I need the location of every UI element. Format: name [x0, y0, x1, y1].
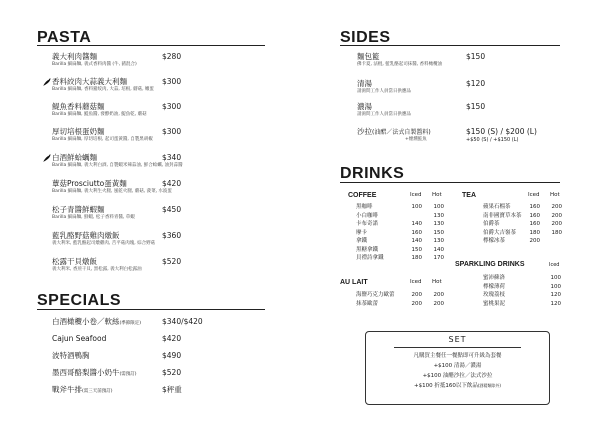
sides-item-price: $150 [466, 52, 486, 61]
tea-iced-header: Iced [528, 192, 540, 198]
pasta-title: PASTA [37, 29, 92, 46]
drink-name: 蘋果石榴茶 [483, 204, 511, 210]
pasta-item-desc: Barilla 細扁麵, 鯷魚醬, 發酵奶油, 鯷魚乾, 蘑菇 [52, 112, 147, 117]
sides-item-suffix: (油醋／法式自製醬料) [372, 129, 431, 136]
specials-item-name: 白酒橄欖小卷／軟絲 [52, 317, 120, 326]
drink-name: 卡布奇諾 [356, 221, 379, 227]
pasta-item-name: 松子青醬鮮蝦麵 [52, 205, 105, 214]
specials-title: SPECIALS [37, 292, 122, 309]
sides-item-price: $120 [466, 79, 486, 88]
specials-rule [37, 309, 265, 310]
drink-iced-price: 200 [529, 238, 540, 244]
pasta-rule [37, 45, 265, 46]
drink-name: 摩卡 [356, 229, 368, 236]
pasta-item-price: $360 [162, 231, 182, 240]
specials-item-name: 戰斧牛排 [52, 385, 82, 394]
tea-hot-header: Hot [550, 192, 560, 198]
drink-hot-price: 130 [433, 221, 444, 227]
drink-iced-price: 100 [550, 283, 561, 290]
drink-name: 抹茶歐蕾 [356, 300, 379, 307]
drink-name: 南非國寶草本茶 [483, 212, 522, 219]
drink-name: 伯爵大吉嶺茶 [483, 229, 517, 236]
pasta-item-price: $300 [162, 102, 182, 111]
pasta-item-price: $340 [162, 153, 182, 162]
sparkling-title: SPARKLING DRINKS [455, 261, 525, 268]
drink-iced-price: 140 [411, 221, 422, 227]
sides-item-desc: 請詢問工作人員當日供應品 [357, 89, 411, 94]
specials-item-note: (需三天前預訂) [82, 389, 113, 394]
sides-item-row [357, 80, 372, 88]
drink-iced-price: 160 [529, 212, 540, 219]
specials-item-row [52, 369, 137, 378]
sparkling-iced-header: Iced [549, 262, 560, 268]
drink-iced-price: 100 [550, 275, 561, 281]
drink-iced-price: 180 [529, 229, 540, 236]
drink-iced-price: 150 [411, 246, 422, 253]
chili-icon [42, 153, 52, 163]
drink-iced-price: 160 [411, 229, 422, 236]
au-lait-title: AU LAIT [340, 279, 368, 286]
tea-title: TEA [462, 192, 476, 199]
sides-rule [340, 45, 560, 46]
sides-item-row [357, 128, 431, 136]
pasta-item-desc: Barilla 細扁麵, 義式香料肉醬 (牛, 豬混合) [52, 62, 137, 67]
pasta-item-desc: Barilla 細扁麵, 厚切培根, 起司蛋黃醬, 自製黑胡椒 [52, 137, 153, 142]
drink-hot-price: 180 [551, 229, 562, 236]
set-line-4-text: +$100 折抵160以下飲品 [414, 383, 478, 389]
pasta-item-name: 厚切培根蛋奶麵 [52, 127, 105, 136]
specials-item-row [52, 318, 141, 327]
drink-name: 黑糖拿鐵 [356, 246, 379, 253]
pasta-item-name: 香料絞肉大蒜義大利麵 [52, 77, 127, 86]
drink-hot-price: 200 [551, 204, 562, 210]
drink-name: 玫瑰荔枝 [483, 292, 506, 298]
pasta-item-price: $520 [162, 257, 182, 266]
specials-item-row [52, 386, 113, 395]
drink-hot-price: 150 [433, 229, 444, 236]
pasta-item-desc: Barilla 細扁麵, 鮮蝦, 松子香料青醬, 草蝦 [52, 215, 135, 220]
set-rule [394, 347, 521, 348]
drink-iced-price: 200 [411, 292, 422, 298]
sides-item-price: $150 [466, 102, 486, 111]
specials-item-row [52, 352, 90, 361]
sides-item-name: 清湯 [357, 79, 372, 88]
sides-item-desc: +煙燻鮭魚 [405, 137, 427, 142]
pasta-item-name: 鯷魚香料蘑菇麵 [52, 102, 105, 111]
sides-item-row [357, 103, 372, 111]
pasta-item-name: 白酒鮮蛤蠣麵 [52, 153, 97, 162]
coffee-title: COFFEE [348, 192, 377, 199]
drink-hot-price: 200 [433, 300, 444, 307]
specials-item-note: (季節限定) [119, 321, 142, 326]
drink-iced-price: 100 [411, 204, 422, 210]
drink-iced-price: 120 [550, 300, 561, 307]
pasta-item-desc: Barilla 細扁麵, 義大利生火腿, 風乾火腿, 蘑菇, 菠菜, 水波蛋 [52, 189, 172, 194]
drink-hot-price: 200 [433, 292, 444, 298]
pasta-item-desc: 義大利米, 香煎干貝, 黑松露, 義大利白松露油 [52, 267, 142, 272]
specials-item-name: Cajun Seafood [52, 334, 107, 343]
drink-name: 檸檬冰茶 [483, 238, 506, 244]
drink-iced-price: 120 [550, 292, 561, 298]
pasta-item-desc: Barilla 細扁麵, 香料豬絞肉, 大蒜, 培根, 蘑菇, 嫩蛋 [52, 87, 154, 92]
pasta-item-price: $300 [162, 77, 182, 86]
drink-name: 小白咖啡 [356, 212, 379, 219]
specials-item-price: $420 [162, 334, 182, 343]
set-line-3: +$100 油醋沙拉／法式沙拉 [422, 373, 493, 379]
pasta-item-price: $420 [162, 179, 182, 188]
drink-name: 黑咖啡 [356, 204, 373, 210]
set-line-1: 凡購買主餐任一餐點即可升級為套餐 [413, 353, 502, 359]
drink-name: 檸檬薄荷 [483, 283, 506, 290]
pasta-item-name: 松露干貝燉飯 [52, 257, 97, 266]
sides-item-name: 沙拉 [357, 127, 372, 136]
au-lait-hot-header: Hot [432, 279, 442, 285]
coffee-hot-header: Hot [432, 192, 442, 198]
drink-name: 伯爵茶 [483, 221, 500, 227]
au-lait-iced-header: Iced [410, 279, 422, 285]
sides-title: SIDES [340, 29, 391, 46]
pasta-item-name: 藍乳酪野菇雞肉燉飯 [52, 231, 120, 240]
sides-item-price: $150 (S) / $200 (L) [466, 127, 537, 136]
specials-item-name: 墨西哥酪梨醬小奶牛 [52, 368, 120, 377]
drink-hot-price: 200 [551, 221, 562, 227]
drink-iced-price: 140 [411, 238, 422, 244]
specials-item-price: $340/$420 [162, 317, 203, 326]
coffee-iced-header: Iced [410, 192, 422, 198]
sides-item-desc: 佛卡夏, 法棍, 藍乳酪起司抹醬, 香料橄欖油 [357, 62, 443, 67]
pasta-item-name: 蕈菇Prosciutto蛋黃麵 [52, 179, 127, 188]
drink-iced-price: 200 [411, 300, 422, 307]
sides-item-desc: 請詢問工作人員當日供應品 [357, 112, 411, 117]
set-line-2: +$100 清湯／濃湯 [433, 363, 482, 369]
sides-item-row [357, 53, 380, 61]
sides-item-name: 濃湯 [357, 102, 372, 111]
drink-name: 拿鐵 [356, 238, 368, 244]
drink-hot-price: 130 [433, 212, 444, 219]
pasta-item-desc: 義大利米, 藍乳酪起司燉雞肉, 舌平菇肉塊, 綜合野菇 [52, 241, 156, 246]
sides-item-name: 麵包籃 [357, 52, 380, 61]
drink-name: 蜜沛蘇洛 [483, 275, 506, 281]
drinks-rule [340, 182, 560, 183]
drink-name: 貝禮詩拿鐵 [356, 255, 384, 261]
drink-iced-price: 160 [529, 221, 540, 227]
drink-hot-price: 100 [433, 204, 444, 210]
set-box [365, 331, 550, 405]
drink-hot-price: 170 [433, 255, 444, 261]
drink-hot-price: 130 [433, 238, 444, 244]
pasta-item-desc: Barilla 細扁麵, 義大利白酒, 自製蝦米辣蒜油, 鮮合蛤蠣, 油封蒜醬 [52, 163, 183, 168]
specials-item-price: $490 [162, 351, 182, 360]
specials-item-row [52, 335, 106, 344]
drink-iced-price: 180 [411, 255, 422, 261]
drink-name: 蜜桃果泥 [483, 300, 506, 307]
drink-iced-price: 160 [529, 204, 540, 210]
pasta-item-name: 義大利肉醬麵 [52, 52, 97, 61]
drinks-title: DRINKS [340, 165, 405, 182]
pasta-item-price: $450 [162, 205, 182, 214]
specials-item-price: $520 [162, 368, 182, 377]
drink-hot-price: 200 [551, 212, 562, 219]
drink-hot-price: 140 [433, 246, 444, 253]
chili-icon [42, 77, 52, 87]
specials-item-name: 波特酒鴨胸 [52, 351, 90, 360]
specials-item-note: (需預訂) [119, 372, 137, 377]
sides-item-price-extra: +$50 (S) / +$150 (L) [466, 137, 519, 143]
pasta-item-price: $280 [162, 52, 182, 61]
set-title: SET [448, 335, 467, 344]
drink-name: 海鹽巧克力歐蕾 [356, 292, 395, 298]
specials-item-price: $秤重 [162, 385, 182, 394]
set-line-4 [366, 384, 549, 390]
set-note: (酒精類除外) [477, 383, 501, 388]
pasta-item-price: $300 [162, 127, 182, 136]
